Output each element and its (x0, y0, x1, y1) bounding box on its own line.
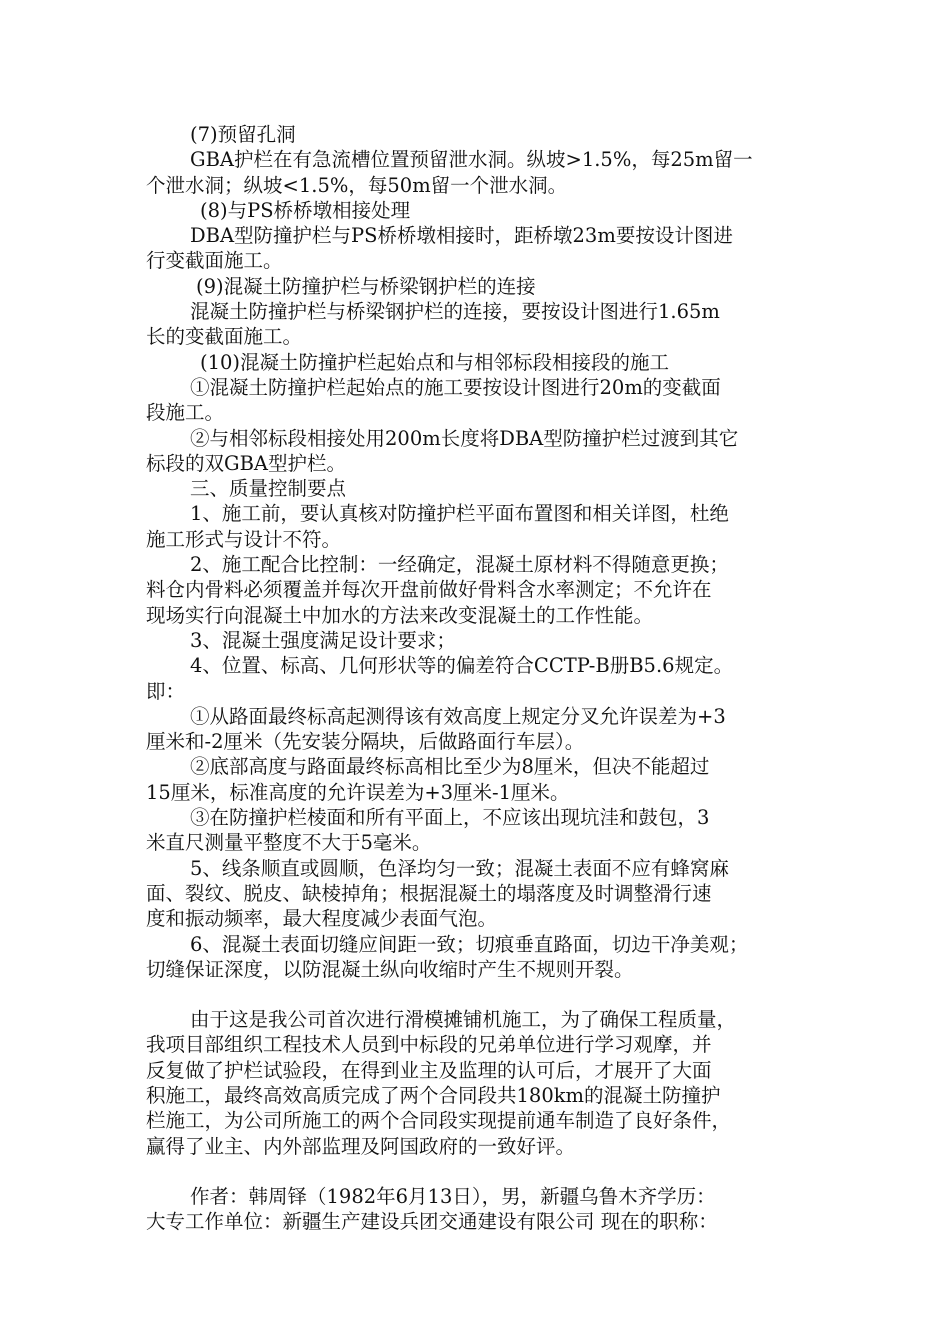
text-line: 4、位置、标高、几何形状等的偏差符合CCTP-B册B5.6规定。 (190, 654, 734, 678)
text-line: GBA护栏在有急流槽位置预留泄水洞。纵坡>1.5%，每25m留一 (190, 148, 753, 172)
text-line: 长的变截面施工。 (146, 325, 303, 349)
text-line: 作者：韩周铎（1982年6月13日），男，新疆乌鲁木齐学历： (190, 1184, 716, 1208)
text-line: 面、裂纹、脱皮、缺棱掉角；根据混凝土的塌落度及时调整滑行速 (146, 881, 712, 905)
text-line: 3、混凝土强度满足设计要求； (190, 628, 456, 652)
text-line: 标段的双GBA型护栏。 (146, 451, 346, 475)
text-line: 6、混凝土表面切缝应间距一致；切痕垂直路面，切边干净美观； (190, 932, 749, 956)
document-body (146, 122, 818, 1234)
text-line: 即： (146, 679, 186, 703)
text-line: 5、线条顺直或圆顺，色泽均匀一致；混凝土表面不应有蜂窝麻 (190, 856, 729, 880)
text-line: 由于这是我公司首次进行滑模摊铺机施工，为了确保工程质量， (190, 1008, 737, 1032)
text-line: (8)与PS桥桥墩相接处理 (200, 198, 411, 222)
text-line: 积施工，最终高效高质完成了两个合同段共180km的混凝土防撞护 (146, 1083, 721, 1107)
text-line: 度和振动频率，最大程度减少表面气泡。 (146, 907, 498, 931)
text-line: 1、施工前，要认真核对防撞护栏平面布置图和相关详图，杜绝 (190, 502, 729, 526)
text-line: 切缝保证深度，以防混凝土纵向收缩时产生不规则开裂。 (146, 957, 634, 981)
text-line: 2、施工配合比控制：一经确定，混凝土原材料不得随意更换； (190, 553, 729, 577)
text-line: 反复做了护栏试验段，在得到业主及监理的认可后，才展开了大面 (146, 1058, 712, 1082)
text-line: 施工形式与设计不符。 (146, 527, 342, 551)
text-line: 料仓内骨料必须覆盖并每次开盘前做好骨料含水率测定；不允许在 (146, 578, 712, 602)
text-line: 大专工作单位：新疆生产建设兵团交通建设有限公司 现在的职称： (146, 1210, 718, 1234)
text-line: ①混凝土防撞护栏起始点的施工要按设计图进行20m的变截面 (190, 375, 721, 399)
text-line: 混凝土防撞护栏与桥梁钢护栏的连接，要按设计图进行1.65m (190, 300, 720, 324)
text-line: 赢得了业主、内外部监理及阿国政府的一致好评。 (146, 1134, 576, 1158)
text-line: 厘米和-2厘米（先安装分隔块，后做路面行车层）。 (146, 730, 585, 754)
text-line: 三、质量控制要点 (190, 477, 347, 501)
text-line: ②与相邻标段相接处用200m长度将DBA型防撞护栏过渡到其它 (190, 426, 739, 450)
text-line: 我项目部组织工程技术人员到中标段的兄弟单位进行学习观摩，并 (146, 1033, 712, 1057)
text-line: 15厘米，标准高度的允许误差为+3厘米-1厘米。 (146, 780, 570, 804)
text-line: 个泄水洞；纵坡<1.5%，每50m留一个泄水洞。 (146, 173, 568, 197)
text-line: ③在防撞护栏棱面和所有平面上，不应该出现坑洼和鼓包，3 (190, 806, 710, 830)
text-line: 米直尺测量平整度不大于5毫米。 (146, 831, 432, 855)
text-line: 栏施工，为公司所施工的两个合同段实现提前通车制造了良好条件， (146, 1109, 732, 1133)
text-line: 段施工。 (146, 401, 225, 425)
blank-line (146, 982, 818, 1007)
text-line: (10)混凝土防撞护栏起始点和与相邻标段相接段的施工 (200, 350, 670, 374)
text-line: (7)预留孔洞 (190, 123, 296, 146)
text-line: (9)混凝土防撞护栏与桥梁钢护栏的连接 (196, 274, 536, 298)
text-line: DBA型防撞护栏与PS桥桥墩相接时，距桥墩23m要按设计图进 (190, 224, 733, 248)
text-line: 行变截面施工。 (146, 249, 283, 273)
text-line: 现场实行向混凝土中加水的方法来改变混凝土的工作性能。 (146, 603, 654, 627)
text-line: ①从路面最终标高起测得该有效高度上规定分叉允许误差为+3 (190, 704, 726, 728)
text-line: ②底部高度与路面最终标高相比至少为8厘米，但决不能超过 (190, 755, 710, 779)
blank-line (146, 1159, 818, 1184)
